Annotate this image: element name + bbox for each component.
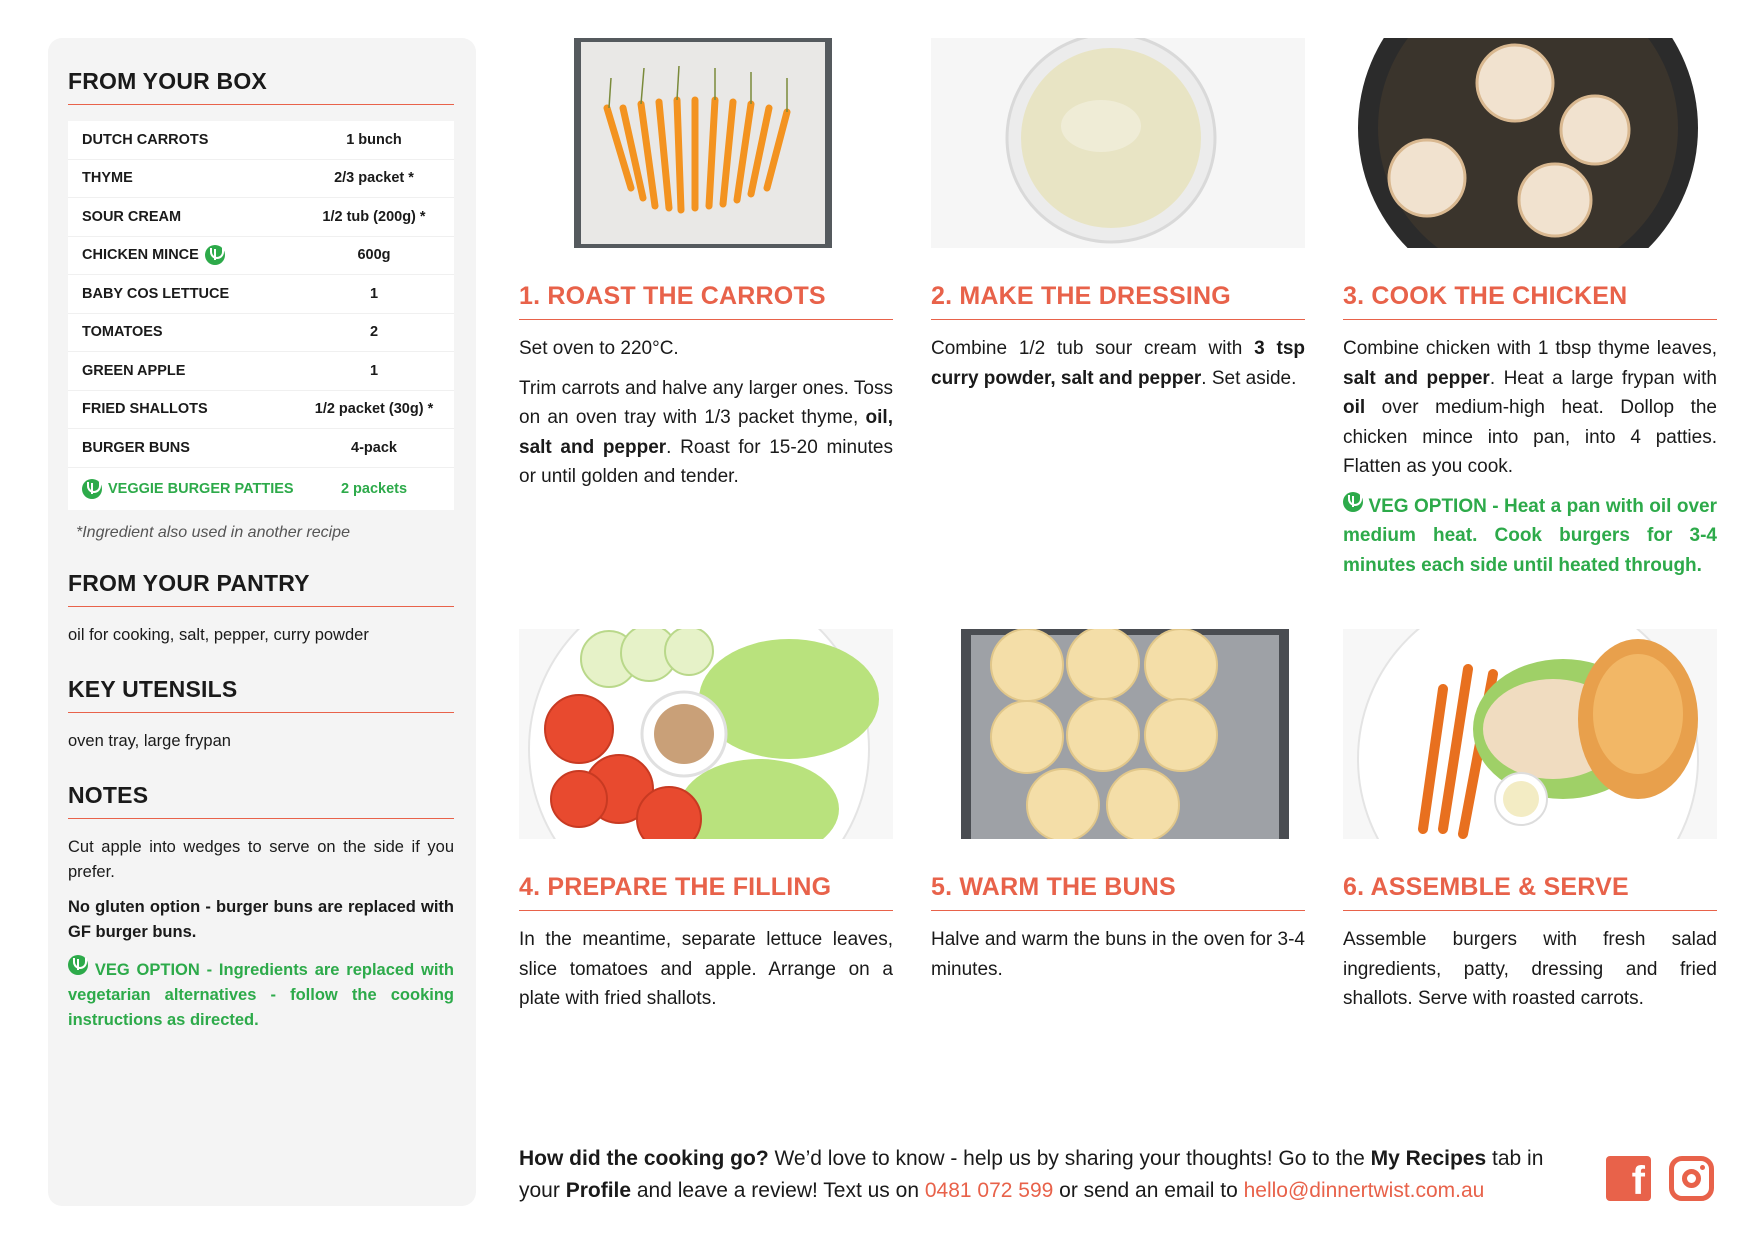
note-veg-text: VEG OPTION - Ingredients are replaced with vegetarian alternatives - follow the cooking instructions as directed. (68, 960, 454, 1029)
utensils-text: oven tray, large frypan (68, 731, 231, 750)
step-4-title: 4. PREPARE THE FILLING (519, 873, 893, 911)
step-5 (931, 629, 1305, 994)
step-5-text: Halve and warm the buns in the oven for 3-4 minutes. (931, 929, 1305, 980)
step-1-body (519, 334, 893, 492)
utensils-section (68, 676, 454, 754)
ingredient-name: GREEN APPLE (82, 362, 186, 379)
ingredient-row (68, 391, 454, 430)
ingredient-name: THYME (82, 170, 133, 187)
step-2-title: 2. MAKE THE DRESSING (931, 282, 1305, 320)
utensils-heading: KEY UTENSILS (68, 676, 454, 713)
ingredient-row (68, 160, 454, 199)
ingredient-qty: 2 (369, 324, 379, 341)
ingredient-name: FRIED SHALLOTS (82, 401, 208, 418)
pantry-heading: FROM YOUR PANTRY (68, 570, 454, 607)
pantry-text: oil for cooking, salt, pepper, curry powder (68, 625, 369, 644)
step-5-title: 5. WARM THE BUNS (931, 873, 1305, 911)
step-photo-buns (931, 629, 1305, 839)
ingredient-qty: 600g (357, 247, 391, 264)
profile-link[interactable]: Profile (565, 1179, 632, 1202)
ingredient-qty: 4-pack (351, 439, 397, 456)
ingredient-row (68, 121, 454, 160)
feedback-question: How did the cooking go? (519, 1147, 769, 1170)
from-your-box-heading: FROM YOUR BOX (68, 68, 454, 105)
social-links (1606, 1156, 1714, 1201)
ingredient-qty: 1/2 packet (30g) * (314, 401, 434, 418)
ingredient-qty: 1 bunch (346, 131, 402, 148)
step-6 (1343, 629, 1717, 1024)
step-2 (931, 38, 1305, 403)
step-4 (519, 629, 893, 1024)
note-veg (68, 955, 454, 1033)
leaf-icon (1343, 492, 1363, 512)
step-4-body (519, 925, 893, 1014)
feedback-footer: How did the cooking go? We’d love to know - help us by sharing your thoughts! Go to the My Recipes tab in your Profile and leave a review! Text us on 0481 072 599 or send an email to hello@dinnertwist.com.au (519, 1147, 1544, 1202)
step-photo-chicken (1343, 38, 1717, 248)
instagram-icon[interactable] (1669, 1156, 1714, 1201)
ingredient-row (68, 237, 454, 276)
step-3-veg-option: VEG OPTION - Heat a pan with oil over medium heat. Cook burgers for 3-4 minutes each side until heated through. (1343, 492, 1717, 581)
step-6-text: Assemble burgers with fresh salad ingredients, patty, dressing and fried shallots. Serve with roasted carrots. (1343, 929, 1717, 1009)
notes-heading: NOTES (68, 782, 454, 819)
ingredient-row (68, 352, 454, 391)
footnote: *Ingredient also used in another recipe (76, 523, 350, 541)
ingredient-row (68, 314, 454, 353)
step-4-text: In the meantime, separate lettuce leaves, slice tomatoes and apple. Arrange on a plate with fried shallots. (519, 929, 893, 1009)
ingredient-name: VEGGIE BURGER PATTIES (68, 479, 294, 499)
step-5-body (931, 925, 1305, 984)
step-3 (1343, 38, 1717, 590)
email-link[interactable]: hello@dinnertwist.com.au (1243, 1179, 1485, 1202)
ingredient-qty: 2 packets (340, 480, 408, 497)
step-1-title: 1. ROAST THE CARROTS (519, 282, 893, 320)
step-3-body (1343, 334, 1717, 580)
notes-section (68, 782, 454, 1033)
ingredient-name: CHICKEN MINCE (68, 245, 294, 265)
step-1 (519, 38, 893, 502)
ingredient-name: TOMATOES (82, 324, 163, 341)
step-photo-burger (1343, 629, 1717, 839)
ingredient-row (68, 275, 454, 314)
step-3-title: 3. COOK THE CHICKEN (1343, 282, 1717, 320)
leaf-icon (205, 245, 225, 265)
my-recipes-link[interactable]: My Recipes (1370, 1147, 1487, 1170)
ingredient-qty: 1 (369, 362, 379, 379)
step-photo-salad (519, 629, 893, 839)
step-1-text-1: Set oven to 220°C. (519, 338, 679, 359)
ingredient-qty: 1/2 tub (200g) * (322, 208, 426, 225)
ingredient-name: DUTCH CARROTS (82, 131, 209, 148)
facebook-icon[interactable]: f (1606, 1156, 1651, 1201)
ingredient-row (68, 468, 454, 510)
ingredient-row (68, 198, 454, 237)
ingredient-row (68, 429, 454, 468)
note-gluten: No gluten option - burger buns are replaced with GF burger buns. (68, 897, 454, 941)
sidebar (48, 38, 476, 1206)
ingredients-table (68, 121, 454, 510)
step-2-text: Combine 1/2 tub sour cream with 3 tsp curry powder, salt and pepper. Set aside. (931, 338, 1305, 389)
ingredient-name: BABY COS LETTUCE (82, 285, 230, 302)
step-3-text: Combine chicken with 1 tbsp thyme leaves, salt and pepper. Heat a large frypan with oil over medium-high heat. Dollop the chicken mince into pan, into 4 patties. Flatten as you cook. (1343, 338, 1718, 477)
leaf-icon (82, 479, 102, 499)
pantry-section (68, 570, 454, 648)
ingredient-name: SOUR CREAM (82, 208, 182, 225)
ingredient-name: BURGER BUNS (82, 439, 190, 456)
step-6-body (1343, 925, 1717, 1014)
ingredient-qty: 1 (369, 285, 379, 302)
step-photo-dressing (931, 38, 1305, 248)
leaf-icon (68, 955, 88, 975)
step-2-body (931, 334, 1305, 393)
phone-link[interactable]: 0481 072 599 (924, 1179, 1054, 1202)
note-apple: Cut apple into wedges to serve on the side if you prefer. (68, 837, 454, 881)
step-6-title: 6. ASSEMBLE & SERVE (1343, 873, 1717, 911)
step-1-text-2: Trim carrots and halve any larger ones. Toss on an oven tray with 1/3 packet thyme, oil, salt and pepper. Roast for 15-20 minutes or until golden and tender. (519, 377, 893, 487)
step-photo-carrots (519, 38, 893, 248)
ingredient-qty: 2/3 packet * (334, 170, 414, 187)
